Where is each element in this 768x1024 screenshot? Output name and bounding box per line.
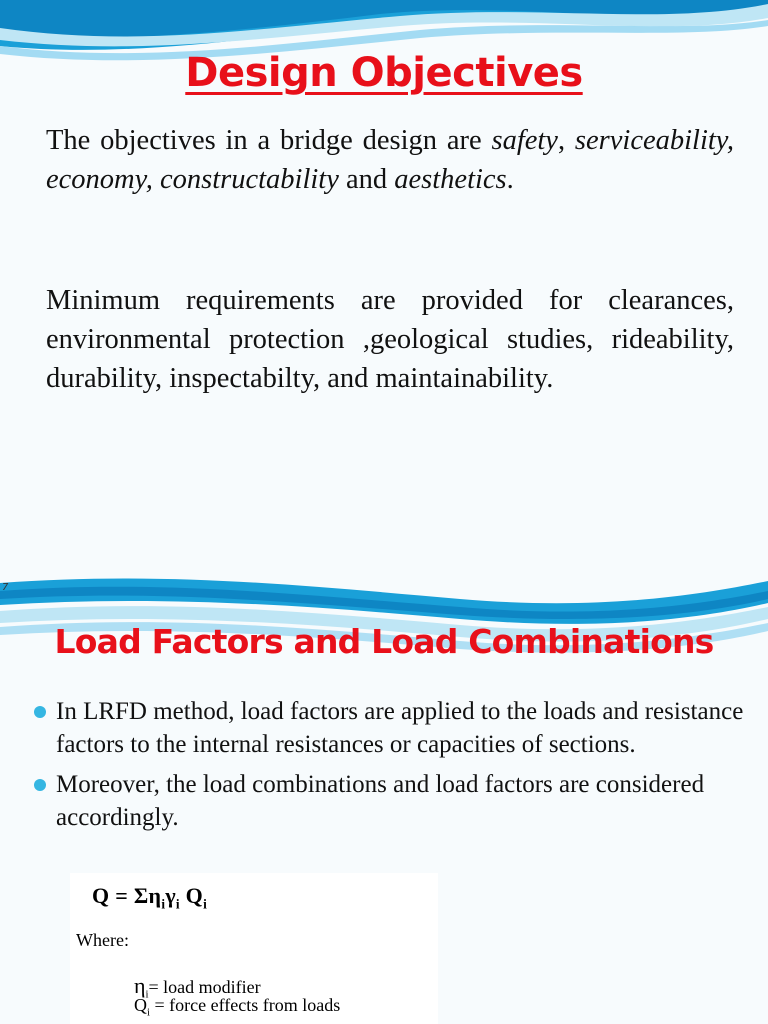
text-run: and [338,164,388,195]
text-run: , [557,125,566,156]
list-item [0,768,768,834]
bullet-text: In LRFD method, load factors are applied to the loads and resistance factors to the internal resistances or capacities of sections. [56,698,744,758]
slide-title: Design Objectives [185,50,583,96]
slide-number-mark: 7 [2,582,9,593]
italic-term: aesthetics [394,164,507,195]
slide-separator [0,545,768,575]
slide-load-factors [0,575,768,1024]
requirements-paragraph: Minimum requirements are provided for clearances, environmental protection ,geological studies, rideability, durability, inspectabilty, and maintainability. [46,285,734,394]
italic-term: safety [491,125,558,156]
formula-image [70,873,438,1024]
italic-term: serviceability, economy, constructability [46,125,734,195]
list-item [0,695,768,761]
bullet-icon [34,779,46,791]
bullet-text: Moreover, the load combinations and load factors are considered accordingly. [56,771,705,831]
definition-eta: $\eta_i=$ load modifier [134,973,261,1001]
load-formula: $Q = \Sigma\eta_i\gamma_i$ $Q_i$ [92,883,208,912]
text-run: The objectives in a bridge design are [46,125,492,156]
slide-title: Load Factors and Load Combinations [54,622,714,661]
bullet-icon [34,706,46,718]
definition-q: $Q_i$ = force effects from loads [134,995,341,1019]
bullet-list [0,695,768,841]
text-run: . [506,164,514,195]
where-label: Where: [76,930,129,950]
objectives-paragraph [46,121,734,199]
